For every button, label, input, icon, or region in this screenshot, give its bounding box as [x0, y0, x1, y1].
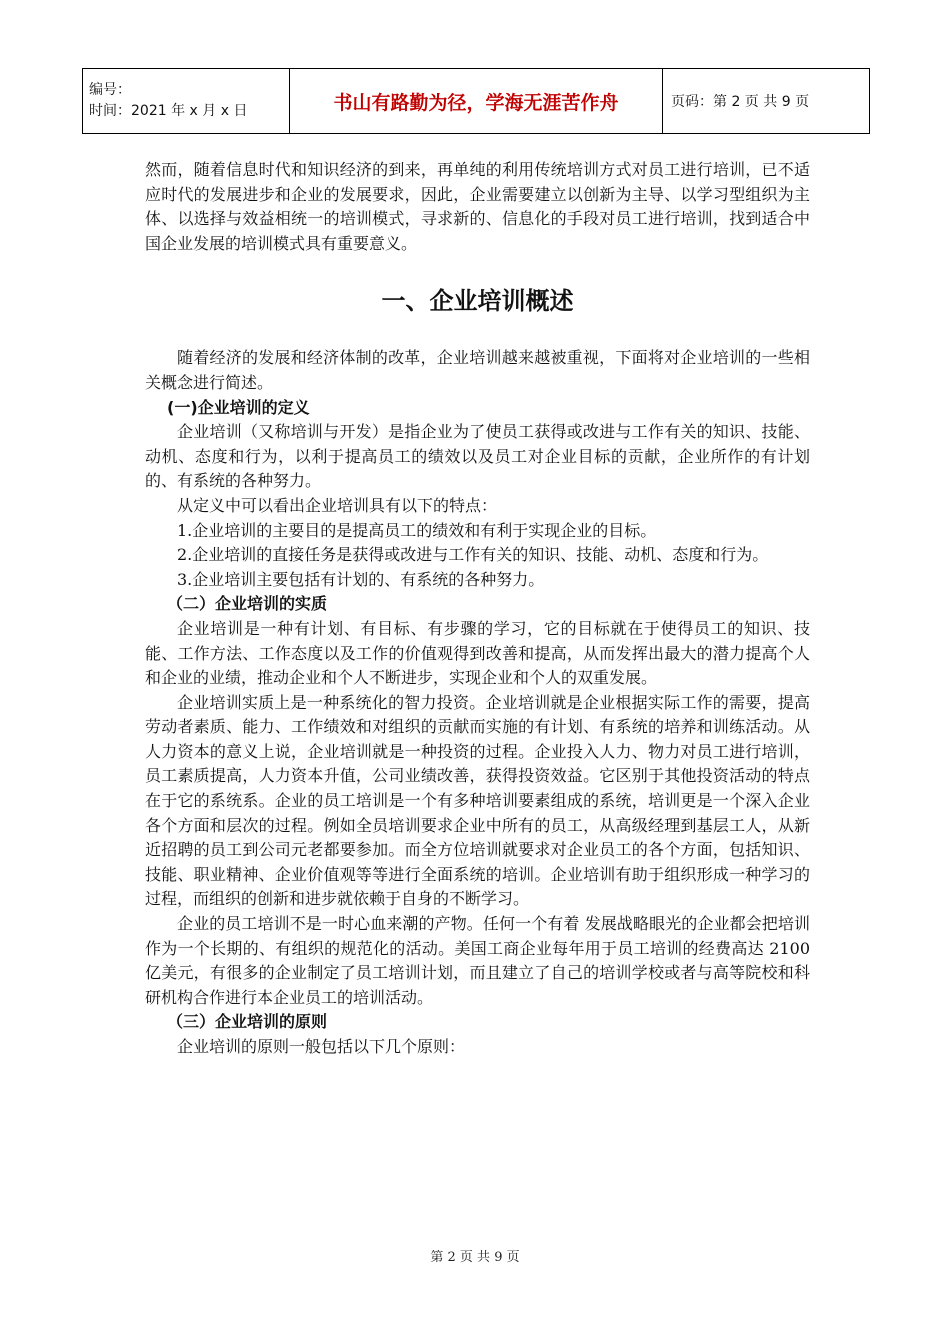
paragraph: 企业培训的原则一般包括以下几个原则： [177, 1037, 466, 1056]
section-intro: 随着经济的发展和经济体制的改革，企业培训越来越被重视，下面将对企业培训的一些相关概念进行简述。 [145, 348, 810, 392]
list-item: 2.企业培训的直接任务是获得或改进与工作有关的知识、技能、动机、态度和行为。 [177, 545, 769, 565]
subsection-title-principles: （三）企业培训的原则 [167, 1012, 328, 1032]
date-label: 时间：2021 年 x 月 x 日 [89, 103, 248, 119]
subsection-title-definition: (一)企业培训的定义 [167, 397, 310, 417]
paragraph: 企业培训（又称培训与开发）是指企业为了使员工获得或改进与工作有关的知识、技能、动机、态度和行为，以利于提高员工的绩效以及员工对企业目标的贡献，企业所作的有计划的、有系统的各种努力。 [145, 422, 810, 491]
page-footer: 第 2 页 共 9 页 [430, 1250, 520, 1265]
paragraph: 从定义中可以看出企业培训具有以下的特点： [177, 495, 498, 515]
header-page-info: 页码：第 2 页 共 9 页 [663, 69, 870, 134]
list-item: 1.企业培训的主要目的是提高员工的绩效和有利于实现企业的目标。 [177, 520, 657, 540]
section-title: 一、企业培训概述 [381, 287, 574, 316]
code-label: 编号： [89, 82, 131, 98]
subsection-title-essence: （二）企业培训的实质 [167, 594, 328, 614]
document-body [145, 158, 810, 1060]
header-meta [83, 69, 290, 134]
paragraph: 企业的员工培训不是一时心血来潮的产物。任何一个有着 发展战略眼光的企业都会把培训作为一个长期的、有组织的规范化的活动。美国工商企业每年用于员工培训的经费高达 2100 亿美元，有很多的企业制定了员工培训计划，而且建立了自己的培训学校或者与高等院校和科研机构合作进行本企业员工的培训活动。 [145, 914, 810, 1007]
paragraph: 企业培训实质上是一种系统化的智力投资。企业培训就是企业根据实际工作的需要，提高劳动者素质、能力、工作绩效和对组织的贡献而实施的有计划、有系统的培养和训练活动。从人力资本的意义上说，企业培训就是一种投资的过程。企业投入人力、物力对员工进行培训，员工素质提高，人力资本升值，公司业绩改善，获得投资效益。它区别于其他投资活动的特点在于它的系统系。企业的员工培训是一个有多种培训要素组成的系统，培训更是一个深入企业各个方面和层次的过程。例如全员培训要求企业中所有的员工，从高级经理到基层工人，从新近招聘的员工到公司元老都要参加。而全方位培训就要求对企业员工的各个方面，包括知识、技能、职业精神、企业价值观等等进行全面系统的培训。企业培训有助于组织形成一种学习的过程，而组织的创新和进步就依赖于自身的不断学习。 [145, 692, 810, 909]
paragraph: 企业培训是一种有计划、有目标、有步骤的学习，它的目标就在于使得员工的知识、技能、工作方法、工作态度以及工作的价值观得到改善和提高，从而发挥出最大的潜力提高个人和企业的业绩，推动企业和个人不断进步，实现企业和个人的双重发展。 [145, 618, 810, 688]
list-item: 3.企业培训主要包括有计划的、有系统的各种努力。 [177, 569, 545, 589]
document-header [82, 68, 870, 134]
header-motto: 书山有路勤为径，学海无涯苦作舟 [290, 69, 663, 134]
intro-paragraph: 然而，随着信息时代和知识经济的到来，再单纯的利用传统培训方式对员工进行培训，已不适应时代的发展进步和企业的发展要求，因此，企业需要建立以创新为主导、以学习型组织为主体、以选择与效益相统一的培训模式，寻求新的、信息化的手段对员工进行培训，找到适合中国企业发展的培训模式具有重要意义。 [145, 160, 810, 253]
